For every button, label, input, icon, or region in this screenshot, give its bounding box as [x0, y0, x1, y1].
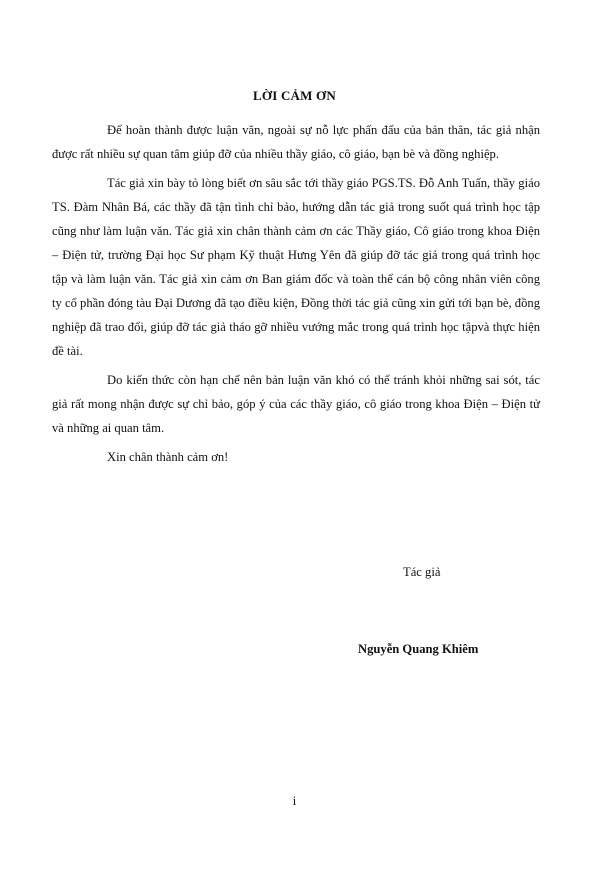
acknowledgement-body [52, 118, 540, 469]
author-label: Tác giả [403, 565, 441, 579]
author-name: Nguyễn Quang Khiêm [358, 642, 479, 656]
paragraph-2: Tác giả xin bày tỏ lòng biết ơn sâu sắc tới thầy giáo PGS.TS. Đỗ Anh Tuấn, thầy giáo TS. Đàm Nhân Bá, các thầy đã tận tình chỉ bảo, hướng dẫn tác giả trong suốt quá trình học tập cũng như làm luận văn. Tác giả xin chân thành cảm ơn các Thầy giáo, Cô giáo trong khoa Điện – Điện tử, trường Đại học Sư phạm Kỹ thuật Hưng Yên đã giúp đỡ tác giả trong quá trình học tập và làm luận văn. Tác giả xin cảm ơn Ban giám đốc và toàn thể cán bộ công nhân viên công ty cổ phần đóng tàu Đại Dương đã tạo điều kiện, Đồng thời tác giả cũng xin gửi tới bạn bè, đồng nghiệp đã trao đổi, giúp đỡ tác giả tháo gỡ nhiều vướng mắc trong quá trình học tậpvà thực hiện đề tài. [52, 176, 540, 358]
paragraph-3: Do kiến thức còn hạn chế nên bản luận văn khó có thể tránh khỏi những sai sót, tác giả rất mong nhận được sự chỉ bảo, góp ý của các thầy giáo, cô giáo trong khoa Điện – Điện tử và những ai quan tâm. [52, 373, 540, 435]
page-number: i [292, 794, 297, 808]
page-title: LỜI CẢM ƠN [253, 88, 336, 103]
paragraph-1: Để hoàn thành được luận văn, ngoài sự nỗ lực phấn đấu của bản thân, tác giả nhận được rất nhiều sự quan tâm giúp đỡ của nhiều thầy giáo, cô giáo, bạn bè và đồng nghiệp. [52, 123, 540, 161]
paragraph-4: Xin chân thành cảm ơn! [107, 450, 229, 464]
